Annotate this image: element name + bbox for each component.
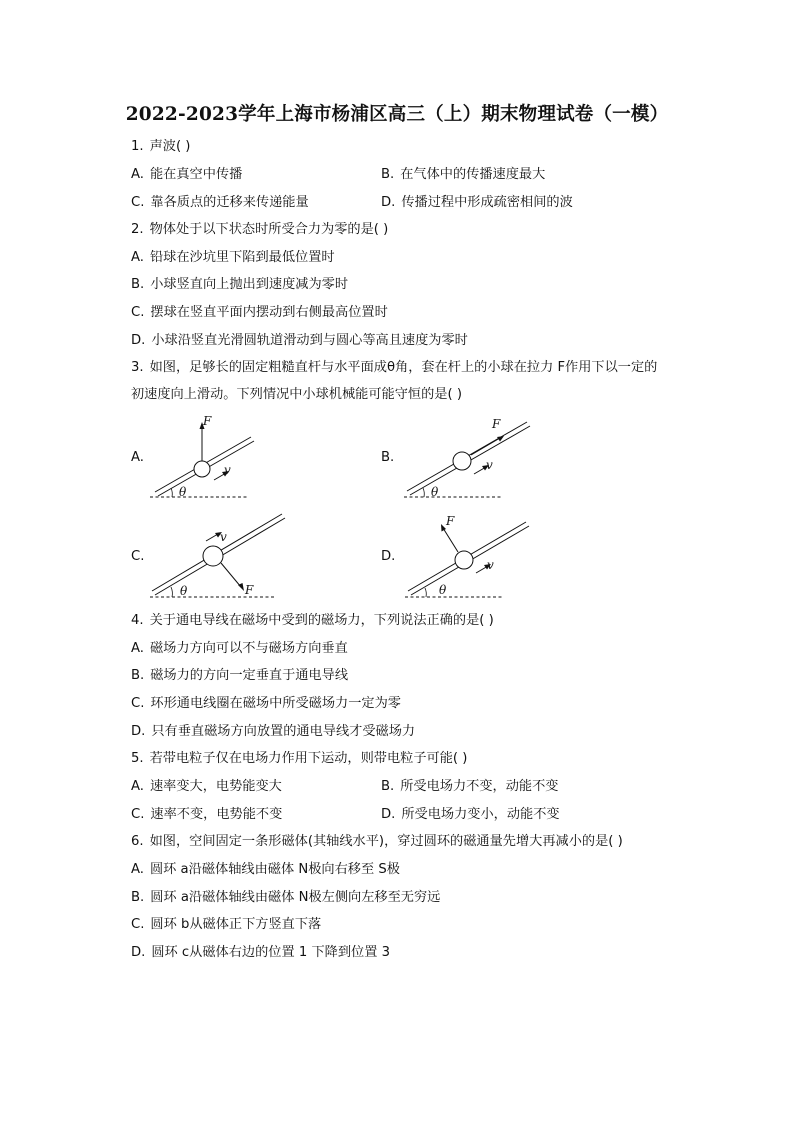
- angle-arc: [171, 488, 172, 497]
- option-text: 小球竖直向上抛出到速度减为零时: [150, 277, 349, 292]
- option-text: 摆球在竖直平面内摆动到右侧最高位置时: [150, 305, 388, 320]
- question-1-stem: [131, 138, 190, 156]
- question-2-option-c: [131, 304, 388, 322]
- angle-symbol: θ: [180, 584, 188, 598]
- question-text: 初速度向上滑动。下列情况中小球机械能可能守恒的是( ): [131, 387, 462, 402]
- question-5-stem: [131, 750, 467, 768]
- question-2-option-a: [131, 249, 335, 267]
- question-5-option-b: [381, 778, 559, 796]
- question-number: 5.: [131, 751, 144, 766]
- option-label: A.: [131, 167, 144, 182]
- option-label: D.: [381, 807, 396, 822]
- figure-c-label: C.: [131, 549, 145, 564]
- option-label: B.: [381, 167, 395, 182]
- angle-symbol: θ: [179, 485, 187, 499]
- option-text: 能在真空中传播: [149, 167, 243, 182]
- angle-arc: [423, 488, 424, 497]
- figure-d-diagram: [405, 510, 535, 602]
- option-text: 速率不变，电势能不变: [150, 807, 283, 822]
- question-6-option-d: [131, 944, 390, 962]
- velocity-arrow: [206, 534, 218, 541]
- option-text: 速率变大，电势能变大: [149, 779, 282, 794]
- question-6-option-c: [131, 916, 321, 934]
- question-text: 如图，空间固定一条形磁体(其轴线水平)，穿过圆环的磁通量先增大再减小的是( ): [149, 834, 623, 849]
- ball: [455, 551, 473, 569]
- velocity-symbol: v: [487, 558, 494, 572]
- option-text: 传播过程中形成疏密相间的波: [401, 195, 573, 210]
- question-2-option-b: [131, 276, 348, 294]
- question-6-stem: [131, 833, 623, 851]
- option-label: D.: [381, 195, 396, 210]
- option-label: C.: [131, 807, 145, 822]
- question-1-option-b: [381, 166, 545, 184]
- force-arrow: [443, 528, 458, 552]
- option-text: 铅球在沙坑里下陷到最低位置时: [149, 250, 335, 265]
- question-number: 4.: [131, 613, 144, 628]
- option-text: 磁场力方向可以不与磁场方向垂直: [149, 641, 348, 656]
- option-label: A.: [131, 779, 144, 794]
- question-text: 关于通电导线在磁场中受到的磁场力，下列说法正确的是( ): [149, 613, 494, 628]
- question-number: 2.: [131, 222, 144, 237]
- question-number: 3.: [131, 360, 144, 375]
- option-text: 所受电场力变小，动能不变: [401, 807, 560, 822]
- force-arrow: [471, 438, 500, 455]
- question-text: 声波( ): [149, 139, 191, 154]
- figure-a-label: A.: [131, 450, 144, 465]
- angle-arc: [425, 588, 426, 597]
- question-2-option-d: [131, 332, 468, 350]
- option-label: D.: [131, 724, 146, 739]
- figure-c-diagram: [150, 510, 290, 602]
- ball: [453, 452, 471, 470]
- figure-a: [150, 412, 260, 508]
- option-label: B.: [131, 668, 145, 683]
- force-symbol: F: [492, 417, 501, 431]
- option-label: B.: [381, 779, 395, 794]
- question-3-stem-line-2: [131, 386, 462, 404]
- option-label: C.: [131, 917, 145, 932]
- option-label: B.: [131, 890, 145, 905]
- option-label: A.: [131, 862, 144, 877]
- option-text: 圆环 a沿磁体轴线由磁体 N极左侧向左移至无穷远: [150, 890, 441, 905]
- question-1-option-d: [381, 194, 573, 212]
- figure-a-diagram: [150, 412, 260, 504]
- angle-symbol: θ: [439, 583, 447, 597]
- figure-b: [404, 412, 534, 508]
- question-text: 物体处于以下状态时所受合力为零的是( ): [149, 222, 389, 237]
- force-symbol: F: [245, 583, 254, 597]
- option-label: C.: [131, 195, 145, 210]
- velocity-symbol: v: [220, 530, 227, 544]
- figure-d: [405, 510, 535, 606]
- question-4-option-b: [131, 667, 348, 685]
- option-text: 圆环 c从磁体右边的位置 1 下降到位置 3: [151, 945, 390, 960]
- question-5-option-a: [131, 778, 282, 796]
- option-text: 在气体中的传播速度最大: [400, 167, 546, 182]
- option-label: D.: [131, 945, 146, 960]
- question-4-option-c: [131, 695, 401, 713]
- option-text: 环形通电线圈在磁场中所受磁场力一定为零: [150, 696, 401, 711]
- question-number: 1.: [131, 139, 144, 154]
- page-title: 2022-2023学年上海市杨浦区高三（上）期末物理试卷（一模）: [125, 104, 669, 125]
- option-text: 小球沿竖直光滑圆轨道滑动到与圆心等高且速度为零时: [151, 333, 468, 348]
- velocity-symbol: v: [224, 463, 231, 477]
- option-text: 靠各质点的迁移来传递能量: [150, 195, 309, 210]
- figure-d-label: D.: [381, 549, 396, 564]
- option-label: C.: [131, 305, 145, 320]
- question-5-option-d: [381, 806, 560, 824]
- question-5-option-c: [131, 806, 282, 824]
- force-symbol: F: [446, 514, 455, 528]
- question-1-option-c: [131, 194, 309, 212]
- question-number: 6.: [131, 834, 144, 849]
- question-text: 若带电粒子仅在电场力作用下运动，则带电粒子可能( ): [149, 751, 468, 766]
- angle-arc: [171, 587, 172, 597]
- question-text: 如图，足够长的固定粗糙直杆与水平面成θ角，套在杆上的小球在拉力 F作用下以一定的: [149, 360, 658, 375]
- figure-b-label: B.: [381, 450, 395, 465]
- option-text: 只有垂直磁场方向放置的通电导线才受磁场力: [151, 724, 416, 739]
- option-text: 磁场力的方向一定垂直于通电导线: [150, 668, 349, 683]
- figure-b-diagram: [404, 412, 534, 504]
- question-6-option-b: [131, 889, 440, 907]
- option-label: A.: [131, 250, 144, 265]
- question-3-stem-line-1: [131, 359, 657, 377]
- force-symbol: F: [203, 414, 212, 428]
- option-label: A.: [131, 641, 144, 656]
- ball: [203, 546, 223, 566]
- question-4-option-a: [131, 640, 348, 658]
- figure-c: [150, 510, 290, 606]
- option-text: 圆环 b从磁体正下方竖直下落: [150, 917, 322, 932]
- question-1-option-a: [131, 166, 242, 184]
- ball: [194, 461, 210, 477]
- velocity-symbol: v: [486, 458, 493, 472]
- angle-symbol: θ: [431, 485, 439, 499]
- option-label: D.: [131, 333, 146, 348]
- question-4-stem: [131, 612, 494, 630]
- question-2-stem: [131, 221, 388, 239]
- question-6-option-a: [131, 861, 400, 879]
- force-arrow: [221, 563, 241, 587]
- question-4-option-d: [131, 723, 415, 741]
- option-label: B.: [131, 277, 145, 292]
- option-text: 圆环 a沿磁体轴线由磁体 N极向右移至 S极: [149, 862, 400, 877]
- option-text: 所受电场力不变，动能不变: [400, 779, 559, 794]
- option-label: C.: [131, 696, 145, 711]
